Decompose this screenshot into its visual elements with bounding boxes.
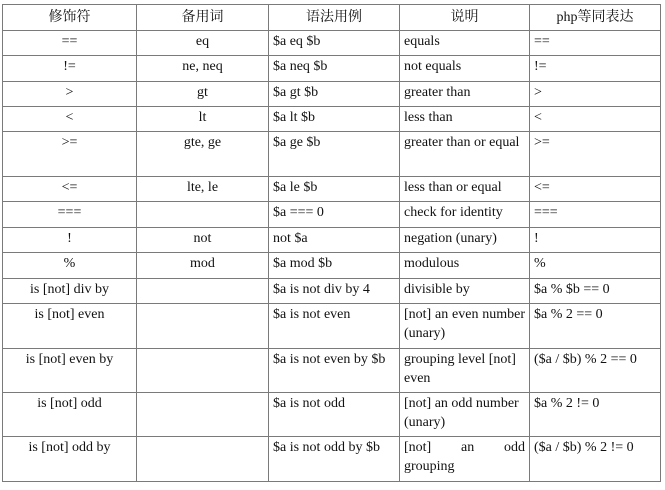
cell-modifier: is [not] even [3,304,137,349]
header-php: php等同表达 [530,5,661,31]
cell-php: == [530,31,661,56]
cell-php: ($a / $b) % 2 != 0 [530,437,661,482]
cell-php: ($a / $b) % 2 == 0 [530,349,661,393]
cell-example: $a is not div by 4 [269,279,400,304]
cell-example: $a is not even [269,304,400,349]
cell-example: not $a [269,228,400,253]
table-row [3,279,661,304]
cell-alias: mod [137,253,269,279]
cell-php: >= [530,132,661,177]
cell-alias: not [137,228,269,253]
cell-meaning: equals [400,31,530,56]
cell-modifier: > [3,82,137,107]
cell-meaning: not equals [400,56,530,82]
cell-modifier: == [3,31,137,56]
cell-meaning: modulous [400,253,530,279]
cell-modifier: is [not] even by [3,349,137,393]
cell-example: $a === 0 [269,202,400,228]
cell-meaning: less than or equal [400,177,530,202]
cell-modifier: is [not] odd [3,393,137,437]
cell-example: $a neq $b [269,56,400,82]
header-example: 语法用例 [269,5,400,31]
cell-php: $a % $b == 0 [530,279,661,304]
cell-alias: eq [137,31,269,56]
cell-example: $a lt $b [269,107,400,132]
cell-alias [137,304,269,349]
cell-php: != [530,56,661,82]
table-row [3,393,661,437]
table-row [3,437,661,482]
cell-php: === [530,202,661,228]
table-row [3,31,661,56]
cell-example: $a mod $b [269,253,400,279]
cell-meaning: [not] an odd number (unary) [400,393,530,437]
cell-modifier: is [not] odd by [3,437,137,482]
table-row [3,349,661,393]
cell-alias [137,393,269,437]
cell-alias: gt [137,82,269,107]
cell-example: $a eq $b [269,31,400,56]
table-row [3,228,661,253]
cell-meaning: greater than or equal [400,132,530,177]
cell-example: $a le $b [269,177,400,202]
table-row [3,202,661,228]
cell-alias: gte, ge [137,132,269,177]
cell-meaning: [not] an even number (unary) [400,304,530,349]
cell-alias: ne, neq [137,56,269,82]
cell-php: % [530,253,661,279]
cell-example: $a is not even by $b [269,349,400,393]
cell-modifier: === [3,202,137,228]
cell-modifier: is [not] div by [3,279,137,304]
cell-meaning: [not] an odd grouping [400,437,530,482]
cell-alias [137,202,269,228]
cell-meaning: negation (unary) [400,228,530,253]
table-row [3,82,661,107]
cell-modifier: < [3,107,137,132]
cell-php: < [530,107,661,132]
cell-modifier: >= [3,132,137,177]
cell-modifier: % [3,253,137,279]
table-row [3,304,661,349]
table-row [3,177,661,202]
cell-php: $a % 2 != 0 [530,393,661,437]
table-row [3,56,661,82]
table-row [3,107,661,132]
cell-alias [137,437,269,482]
cell-meaning: less than [400,107,530,132]
cell-modifier: <= [3,177,137,202]
cell-php: <= [530,177,661,202]
cell-meaning: greater than [400,82,530,107]
cell-example: $a ge $b [269,132,400,177]
cell-meaning: grouping level [not] even [400,349,530,393]
cell-alias: lt [137,107,269,132]
table-row [3,253,661,279]
comparison-operators-table [2,4,661,482]
cell-php: $a % 2 == 0 [530,304,661,349]
cell-alias: lte, le [137,177,269,202]
header-alias: 备用词 [137,5,269,31]
cell-example: $a is not odd [269,393,400,437]
cell-example: $a is not odd by $b [269,437,400,482]
cell-alias [137,279,269,304]
table-row [3,132,661,177]
header-row [3,5,661,31]
cell-meaning: divisible by [400,279,530,304]
cell-modifier: ! [3,228,137,253]
cell-alias [137,349,269,393]
header-meaning: 说明 [400,5,530,31]
cell-php: > [530,82,661,107]
cell-meaning: check for identity [400,202,530,228]
cell-modifier: != [3,56,137,82]
cell-php: ! [530,228,661,253]
header-modifier: 修饰符 [3,5,137,31]
cell-example: $a gt $b [269,82,400,107]
